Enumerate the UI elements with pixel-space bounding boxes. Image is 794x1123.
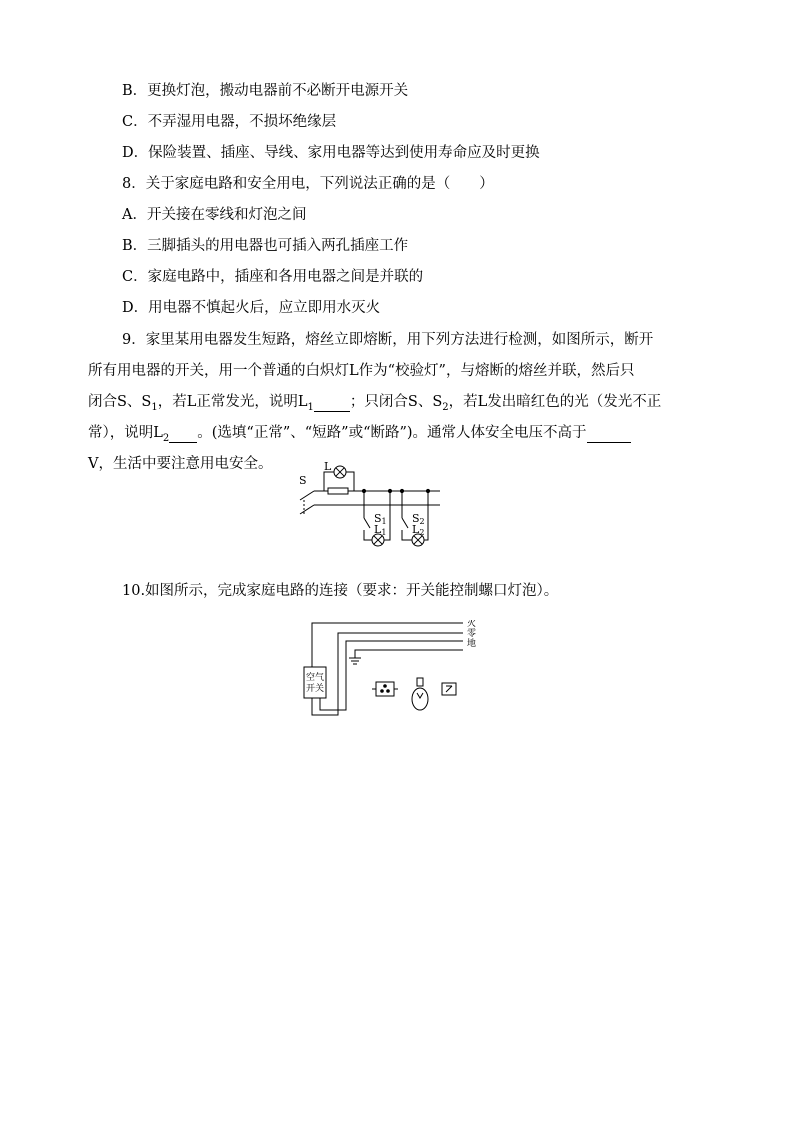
q10-wiring-diagram [298,620,488,720]
q9-sub-1b: 1 [307,401,314,413]
q9-line-3-part-d: ，若L发出暗红色的光（发光不正 [448,394,662,410]
q9-answer-blank-1[interactable] [314,396,350,412]
q9-answer-blank-3[interactable] [587,427,631,443]
q9-line-3-part-c: ；只闭合S、S [349,394,443,410]
q9-fig-label-s1: S1 [374,512,387,526]
q9-line-1: 9．家里某用电器发生短路，熔丝立即熔断，用下列方法进行检测，如图所示，断开 [122,332,654,348]
q10-label-neutral: 零 [467,629,477,639]
q9-sub-1a: 1 [151,401,158,413]
q9-line-3 [88,392,661,412]
q10-label-ground: 地 [467,639,477,649]
q9-fig-label-l1: L1 [374,523,387,537]
q8-option-b: B．三脚插头的用电器也可插入两孔插座工作 [122,238,409,254]
q9-line-5: V，生活中要注意用电安全。 [88,456,273,472]
q9-fig-label-l2: L2 [412,523,425,537]
q7-option-b: B．更换灯泡，搬动电器前不必断开电源开关 [122,83,409,99]
q8-option-a: A．开关接在零线和灯泡之间 [122,207,307,223]
q9-line-4-part-b: 。(选填“正常”、“短路”或“断路”)。通常人体安全电压不高于 [197,425,587,441]
q9-line-3-part-a: 闭合S、S [88,394,152,410]
q9-answer-blank-2[interactable] [169,427,197,443]
q10-stem: 10.如图所示，完成家庭电路的连接（要求：开关能控制螺口灯泡）。 [122,583,559,599]
q9-circuit-diagram [290,458,450,553]
q7-option-c: C．不弄湿用电器，不损坏绝缘层 [122,114,337,130]
q7-option-d: D．保险装置、插座、导线、家用电器等达到使用寿命应及时更换 [122,145,540,161]
q9-line-3-part-b: ，若L正常发光，说明L [157,394,308,410]
q8-stem: 8．关于家庭电路和安全用电，下列说法正确的是（ ） [122,176,494,192]
q9-line-4 [88,423,631,443]
q9-fig-label-l: L [324,460,332,473]
q9-fig-label-s2: S2 [412,512,425,526]
q8-option-d: D．用电器不慎起火后，应立即用水灭火 [122,300,381,316]
q9-fig-label-s: S [299,474,307,487]
q10-breaker-label-1: 空气 [306,673,325,683]
q9-line-4-part-a: 常），说明L [88,425,163,441]
q10-breaker-label-2: 开关 [306,684,325,694]
q9-sub-2a: 2 [442,401,449,413]
q10-label-live: 火 [467,620,477,629]
q9-line-2: 所有用电器的开关，用一个普通的白炽灯L作为“校验灯”，与熔断的熔丝并联，然后只 [88,363,635,379]
q9-sub-2b: 2 [162,432,170,444]
q8-option-c: C．家庭电路中，插座和各用电器之间是并联的 [122,269,424,285]
